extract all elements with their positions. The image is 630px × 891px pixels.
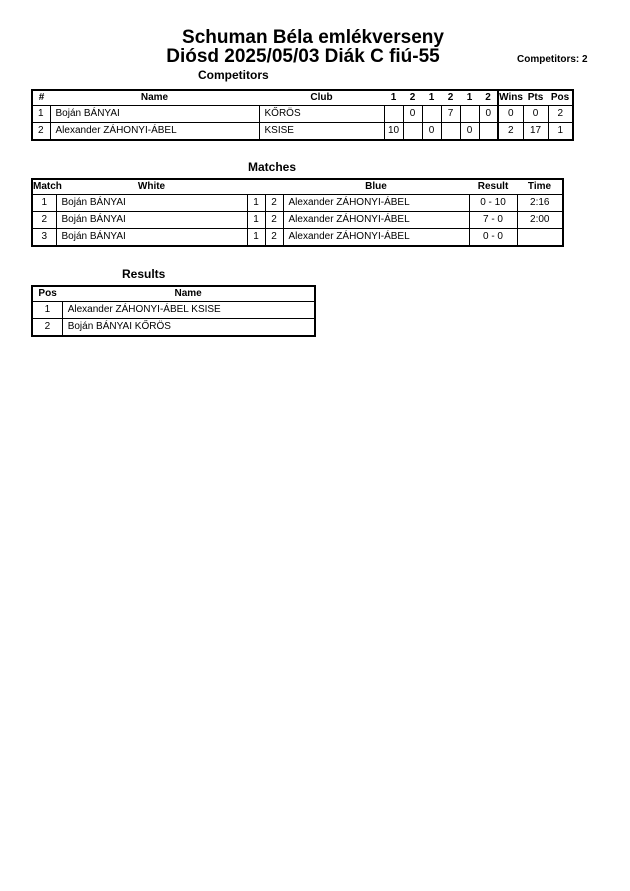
- table-row: [32, 106, 573, 123]
- cell-r1: 10: [384, 123, 403, 141]
- cell-num: 1: [32, 106, 50, 123]
- col-club: Club: [310, 92, 333, 103]
- matches-header-row: [32, 179, 563, 195]
- col-r3: 1: [428, 92, 435, 103]
- competitors-heading: Competitors: [198, 68, 269, 82]
- cell-blue-num: 2: [265, 212, 283, 229]
- col-r2: 2: [409, 92, 416, 103]
- results-heading: Results: [122, 267, 166, 281]
- table-row: [32, 212, 563, 229]
- cell-pts: 0: [523, 106, 548, 123]
- cell-r2: 0: [403, 106, 422, 123]
- col-num: #: [38, 92, 45, 103]
- cell-white-num: 1: [247, 195, 265, 212]
- col-result: Result: [477, 181, 509, 192]
- cell-white-num: 1: [247, 212, 265, 229]
- cell-name: Alexander ZÁHONYI-ÁBEL: [50, 123, 259, 141]
- cell-num: 2: [32, 123, 50, 141]
- title-line-2: Diósd 2025/05/03 Diák C fiú-55: [166, 46, 440, 67]
- col-pos: Pos: [550, 92, 570, 103]
- cell-match: 3: [32, 229, 56, 247]
- cell-r6: [479, 123, 498, 141]
- cell-name: Boján BÁNYAI KŐRÖS: [62, 319, 315, 337]
- cell-time: 2:00: [517, 212, 563, 229]
- cell-r3: [422, 106, 441, 123]
- cell-r2: [403, 123, 422, 141]
- cell-pos: 1: [548, 123, 573, 141]
- cell-pos: 2: [32, 319, 62, 337]
- col-pos: Pos: [38, 288, 57, 299]
- cell-club: KSISE: [259, 123, 384, 141]
- col-r6: 2: [485, 92, 491, 103]
- matches-table: [31, 178, 564, 247]
- table-row: [32, 319, 315, 337]
- cell-blue: Alexander ZÁHONYI-ÁBEL: [283, 195, 469, 212]
- col-white-num: [247, 179, 265, 195]
- cell-pos: 1: [32, 302, 62, 319]
- cell-name: Alexander ZÁHONYI-ÁBEL KSISE: [62, 302, 315, 319]
- cell-result: 0 - 10: [469, 195, 517, 212]
- cell-r1: [384, 106, 403, 123]
- col-name: Name: [140, 92, 169, 103]
- col-blue-num: [265, 179, 283, 195]
- competitors-count: Competitors: 2: [517, 54, 588, 65]
- table-row: [32, 123, 573, 141]
- col-r5: 1: [466, 92, 473, 103]
- cell-blue-num: 2: [265, 195, 283, 212]
- col-name: Name: [174, 288, 202, 299]
- cell-blue-num: 2: [265, 229, 283, 247]
- cell-r6: 0: [479, 106, 498, 123]
- col-r1: 1: [390, 92, 397, 103]
- col-blue: Blue: [365, 181, 387, 192]
- competitors-header-row: [32, 90, 573, 106]
- cell-match: 1: [32, 195, 56, 212]
- cell-white: Boján BÁNYAI: [56, 212, 247, 229]
- table-row: [32, 229, 563, 247]
- results-table: [31, 285, 316, 337]
- cell-white: Boján BÁNYAI: [56, 229, 247, 247]
- col-wins: Wins: [498, 90, 523, 106]
- cell-wins: 0: [498, 106, 523, 123]
- cell-wins: 2: [498, 123, 523, 141]
- col-white: White: [137, 181, 166, 192]
- cell-time: [517, 229, 563, 247]
- cell-name: Boján BÁNYAI: [50, 106, 259, 123]
- cell-r4: 7: [441, 106, 460, 123]
- cell-pos: 2: [548, 106, 573, 123]
- cell-pts: 17: [523, 123, 548, 141]
- cell-r5: 0: [460, 123, 479, 141]
- col-match: Match: [33, 181, 62, 192]
- cell-match: 2: [32, 212, 56, 229]
- cell-result: 0 - 0: [469, 229, 517, 247]
- cell-blue: Alexander ZÁHONYI-ÁBEL: [283, 212, 469, 229]
- col-time: Time: [527, 181, 552, 192]
- cell-r4: [441, 123, 460, 141]
- cell-blue: Alexander ZÁHONYI-ÁBEL: [283, 229, 469, 247]
- competitors-table: [31, 89, 574, 141]
- cell-white-num: 1: [247, 229, 265, 247]
- cell-time: 2:16: [517, 195, 563, 212]
- matches-heading: Matches: [248, 160, 297, 174]
- cell-r3: 0: [422, 123, 441, 141]
- results-header-row: [32, 286, 315, 302]
- cell-r5: [460, 106, 479, 123]
- title-line-1: Schuman Béla emlékverseny: [182, 27, 444, 48]
- cell-result: 7 - 0: [469, 212, 517, 229]
- cell-white: Boján BÁNYAI: [56, 195, 247, 212]
- table-row: [32, 195, 563, 212]
- cell-club: KŐRÖS: [259, 106, 384, 123]
- col-pts: Pts: [527, 92, 544, 103]
- col-r4: 2: [447, 92, 454, 103]
- table-row: [32, 302, 315, 319]
